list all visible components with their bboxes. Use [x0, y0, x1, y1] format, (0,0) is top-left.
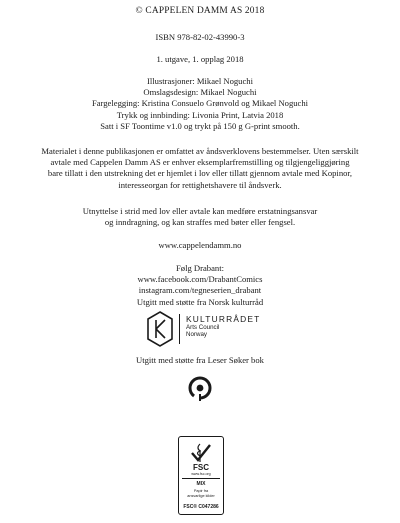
rights-paragraph — [0, 146, 400, 191]
isbn-block — [0, 32, 400, 43]
credit-typesetting: Satt i SF Toontime v1.0 og trykt på 150 g G-print smooth. — [100, 120, 300, 131]
leser-support — [0, 355, 400, 366]
penalty-paragraph — [0, 206, 400, 228]
credit-coloring: Fargelegging: Kristina Consuelo Grønvold og Mikael Noguchi — [91, 98, 309, 109]
credit-printing: Trykk og innbinding: Livonia Print, Latvia 2018 — [116, 109, 284, 120]
instagram-link[interactable]: instagram.com/tegneserien_drabant — [138, 285, 262, 296]
kulturradet-k-icon — [146, 311, 174, 347]
fsc-mix-label: MIX — [196, 481, 206, 487]
edition-block — [0, 54, 400, 65]
follow-heading: Følg Drabant: — [176, 263, 224, 273]
credits-block — [0, 76, 400, 132]
rights-line: avtale med Cappelen Damm AS er enhver eksemplarfremstilling og tilgjengeliggjøring — [50, 157, 350, 168]
credit-cover-design: Omslagsdesign: Mikael Noguchi — [143, 87, 257, 98]
fsc-description — [179, 489, 223, 498]
credit-illustrations: Illustrasjoner: Mikael Noguchi — [147, 76, 253, 86]
fsc-name: FSC — [193, 463, 209, 472]
leser-soker-bok-icon — [186, 374, 214, 402]
kulturradet-sub-1: Arts Council — [186, 324, 220, 331]
fsc-license-code: FSC® C047286 — [183, 504, 219, 510]
fsc-desc-line-1: Papir fra — [193, 489, 209, 493]
rights-line: interesseorgan for rettighetshavere til åndsverk. — [118, 179, 282, 190]
penalty-line: og inndragning, og kan straffes med bøter eller fengsel. — [104, 217, 296, 228]
follow-block — [0, 263, 400, 297]
edition-line: 1. utgave, 1. opplag 2018 — [156, 54, 244, 64]
kulturradet-support — [0, 297, 400, 308]
facebook-link[interactable]: www.facebook.com/DrabantComics — [137, 274, 263, 285]
rights-line: Materialet i denne publikasjonen er omfattet av åndsverklovens bestemmelser. Uten særskilt — [41, 146, 359, 156]
website-link[interactable]: www.cappelendamm.no — [158, 240, 242, 250]
kulturradet-logo — [146, 311, 261, 347]
fsc-desc-line-2: ansvarlige kilder — [187, 493, 215, 498]
isbn-line: ISBN 978-82-02-43990-3 — [155, 32, 245, 42]
copyright-block — [0, 6, 400, 17]
kulturradet-sub-2: Norway — [186, 331, 207, 339]
copyright-line: © CAPPELEN DAMM AS 2018 — [135, 6, 265, 16]
kulturradet-support-line: Utgitt med støtte fra Norsk kulturråd — [136, 297, 264, 307]
fsc-separator — [182, 478, 220, 479]
fsc-url: www.fsc.org — [191, 472, 211, 476]
website-block — [0, 240, 400, 251]
fsc-label — [178, 436, 224, 515]
leser-support-line: Utgitt med støtte fra Leser Søker bok — [136, 355, 264, 365]
kulturradet-wordmark — [186, 314, 260, 339]
rights-line: bare tillatt i den utstrekning det er hjemlet i lov eller tillatt gjennom avtale med Kopinor, — [47, 168, 353, 179]
penalty-line: Utnyttelse i strid med lov eller avtale kan medføre erstatningsansvar — [82, 206, 318, 216]
kulturradet-name: KULTURRÅDET — [186, 314, 261, 324]
fsc-tree-check-icon — [188, 442, 214, 464]
kulturradet-divider — [179, 314, 180, 344]
